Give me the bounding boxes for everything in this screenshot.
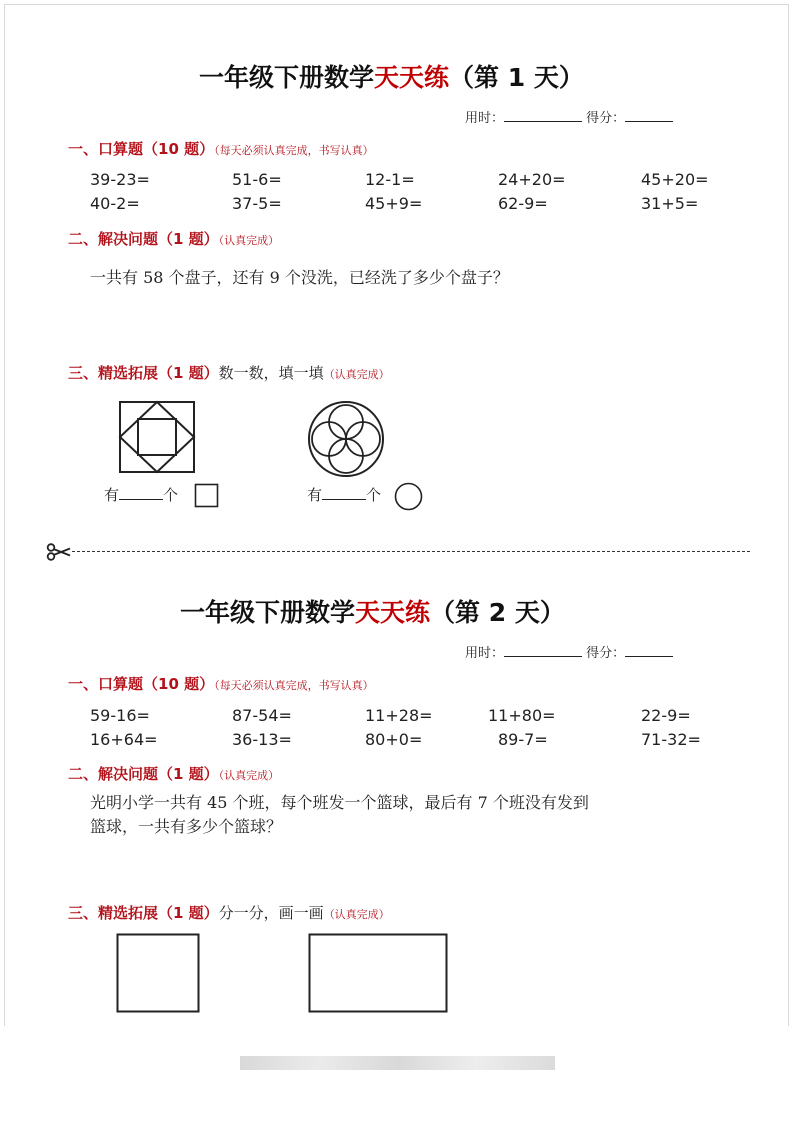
calc-item: 37-5= xyxy=(232,194,282,213)
calc-item: 22-9= xyxy=(641,706,691,725)
calc-item: 59-16= xyxy=(90,706,150,725)
circle-shape-icon xyxy=(394,482,423,511)
day2-section3-heading: 三、精选拓展（1 题）分一分，画一画（认真完成） xyxy=(68,904,390,922)
score-label: 得分： xyxy=(586,646,626,661)
rectangle-drawing-box[interactable] xyxy=(308,933,448,1013)
day1-time-score xyxy=(465,107,673,126)
calc-item: 71-32= xyxy=(641,730,701,749)
day1-section2-heading: 二、解决问题（1 题）（认真完成） xyxy=(68,230,280,248)
calc-item: 12-1= xyxy=(365,170,415,189)
calc-item: 51-6= xyxy=(232,170,282,189)
answer-blank[interactable] xyxy=(322,485,366,500)
time-blank[interactable] xyxy=(504,642,582,657)
time-label: 用时： xyxy=(465,646,505,661)
calc-item: 11+80= xyxy=(488,706,556,725)
calc-item: 31+5= xyxy=(641,194,699,213)
score-label: 得分： xyxy=(586,111,626,126)
calc-item: 39-23= xyxy=(90,170,150,189)
answer-blank[interactable] xyxy=(119,485,163,500)
calc-item: 16+64= xyxy=(90,730,158,749)
scissors-icon xyxy=(46,543,72,561)
day1-section1-heading: 一、口算题（10 题）（每天必须认真完成，书写认真） xyxy=(68,140,374,158)
day2-section1-heading: 一、口算题（10 题）（每天必须认真完成，书写认真） xyxy=(68,675,374,693)
time-label: 用时： xyxy=(465,111,505,126)
calc-item: 36-13= xyxy=(232,730,292,749)
calc-item: 24+20= xyxy=(498,170,566,189)
cut-line xyxy=(72,551,750,552)
day1-title: 一年级下册数学天天练（第 1 天） xyxy=(199,63,584,92)
calc-item: 45+20= xyxy=(641,170,709,189)
fill-circles-row: 有 个 xyxy=(307,486,382,504)
calc-item: 40-2= xyxy=(90,194,140,213)
score-blank[interactable] xyxy=(625,107,673,122)
overlapping-circles-figure xyxy=(306,399,386,479)
day2-section2-heading: 二、解决问题（1 题）（认真完成） xyxy=(68,765,280,783)
blurred-caption xyxy=(240,1056,555,1070)
day1-section3-heading: 三、精选拓展（1 题）数一数，填一填（认真完成） xyxy=(68,364,390,382)
calc-item: 62-9= xyxy=(498,194,548,213)
calc-item: 80+0= xyxy=(365,730,423,749)
calc-item: 89-7= xyxy=(498,730,548,749)
day2-title: 一年级下册数学天天练（第 2 天） xyxy=(180,598,565,627)
day1-word-problem: 一共有 58 个盘子，还有 9 个没洗，已经洗了多少个盘子？ xyxy=(90,268,509,287)
square-shape-icon xyxy=(194,483,219,508)
time-blank[interactable] xyxy=(504,107,582,122)
fill-squares-row: 有 个 xyxy=(104,486,179,504)
calc-item: 87-54= xyxy=(232,706,292,725)
page-bottom-crop xyxy=(0,1026,793,1122)
calc-item: 45+9= xyxy=(365,194,423,213)
nested-squares-figure xyxy=(118,400,196,474)
score-blank[interactable] xyxy=(625,642,673,657)
square-drawing-box[interactable] xyxy=(116,933,200,1013)
day2-word-problem-line1: 光明小学一共有 45 个班，每个班发一个篮球，最后有 7 个班没有发到 xyxy=(90,793,589,812)
calc-item: 11+28= xyxy=(365,706,433,725)
day2-time-score xyxy=(465,642,673,661)
day2-word-problem-line2: 篮球，一共有多少个篮球？ xyxy=(90,817,283,836)
